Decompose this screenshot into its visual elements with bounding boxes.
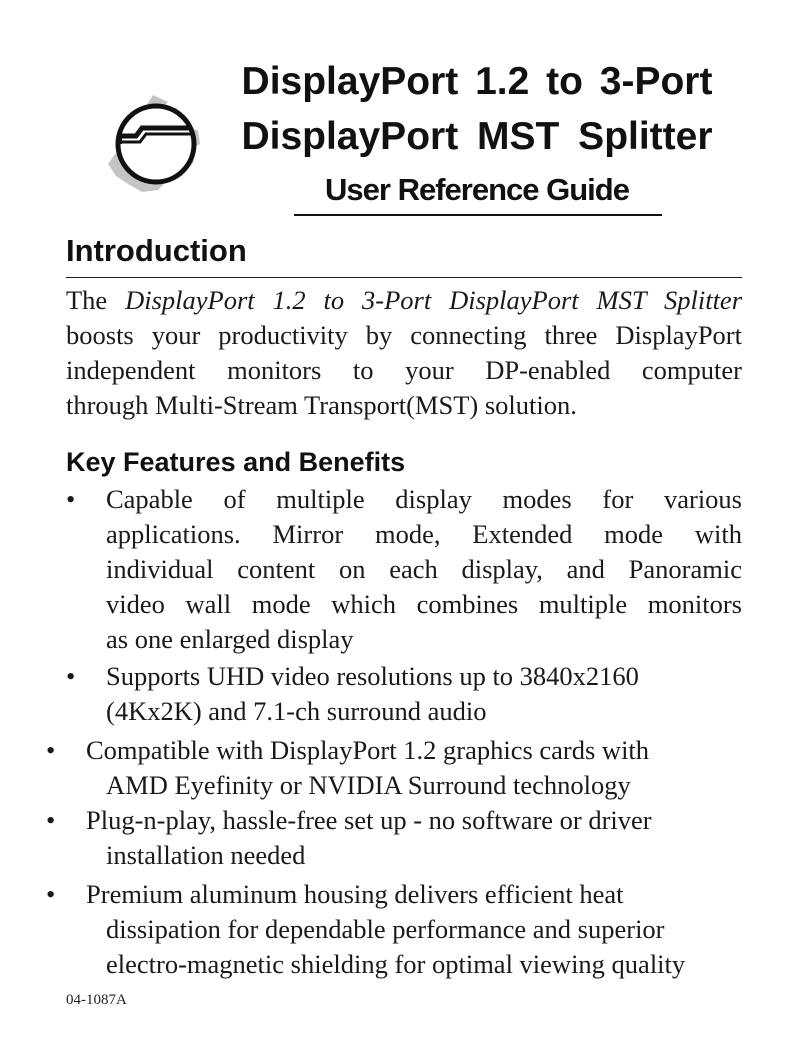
features-list xyxy=(46,482,742,982)
feature-item xyxy=(46,733,742,803)
intro-line-2: boosts your productivity by connecting three DisplayPort xyxy=(66,320,742,350)
document-title xyxy=(232,54,722,212)
feature-line: Capable of multiple display modes for various xyxy=(106,484,742,514)
bullet-icon: • xyxy=(46,879,56,909)
feature-line: as one enlarged display xyxy=(106,624,354,654)
introduction-divider xyxy=(66,277,742,278)
feature-line: Premium aluminum housing delivers efficient heat xyxy=(86,879,624,909)
introduction-heading: Introduction xyxy=(66,233,247,268)
subtitle-underline xyxy=(294,214,662,216)
intro-line-3: independent monitors to your DP-enabled computer xyxy=(66,355,742,385)
feature-line: applications. Mirror mode, Extended mode with xyxy=(106,519,742,549)
bullet-icon: • xyxy=(66,484,76,514)
features-heading: Key Features and Benefits xyxy=(66,447,406,477)
feature-line: individual content on each display, and Panoramic xyxy=(106,554,742,584)
bullet-icon: • xyxy=(46,805,56,835)
feature-item xyxy=(66,659,742,729)
intro-line-4: through Multi-Stream Transport(MST) solution. xyxy=(66,390,577,420)
feature-line: Plug-n-play, hassle-free set up - no software or driver xyxy=(86,805,652,835)
document-code: 04-1087A xyxy=(66,992,127,1008)
feature-item xyxy=(66,482,742,657)
feature-line: Supports UHD video resolutions up to 3840x2160 xyxy=(106,661,639,691)
bullet-icon: • xyxy=(66,661,76,691)
introduction-paragraph xyxy=(66,283,742,423)
feature-line: installation needed xyxy=(106,840,306,870)
feature-line: AMD Eyefinity or NVIDIA Surround technology xyxy=(106,770,631,800)
siig-logo-icon xyxy=(98,80,218,200)
intro-line-1 xyxy=(66,283,742,318)
subtitle: User Reference Guide xyxy=(325,172,629,207)
feature-line: (4Kx2K) and 7.1-ch surround audio xyxy=(106,696,487,726)
title-line-2: DisplayPort MST Splitter xyxy=(241,115,713,158)
product-name: DisplayPort 1.2 to 3-Port DisplayPort MST Splitter xyxy=(125,285,743,315)
feature-line: electro-magnetic shielding for optimal viewing quality xyxy=(106,949,686,979)
feature-item xyxy=(46,803,742,873)
feature-line: dissipation for dependable performance and superior xyxy=(106,914,665,944)
feature-line: Compatible with DisplayPort 1.2 graphics cards with xyxy=(86,735,650,765)
feature-item xyxy=(46,877,742,982)
bullet-icon: • xyxy=(46,735,56,765)
title-line-1: DisplayPort 1.2 to 3-Port xyxy=(241,60,713,103)
feature-line: video wall mode which combines multiple monitors xyxy=(106,589,742,619)
intro-lead: The xyxy=(66,285,126,315)
